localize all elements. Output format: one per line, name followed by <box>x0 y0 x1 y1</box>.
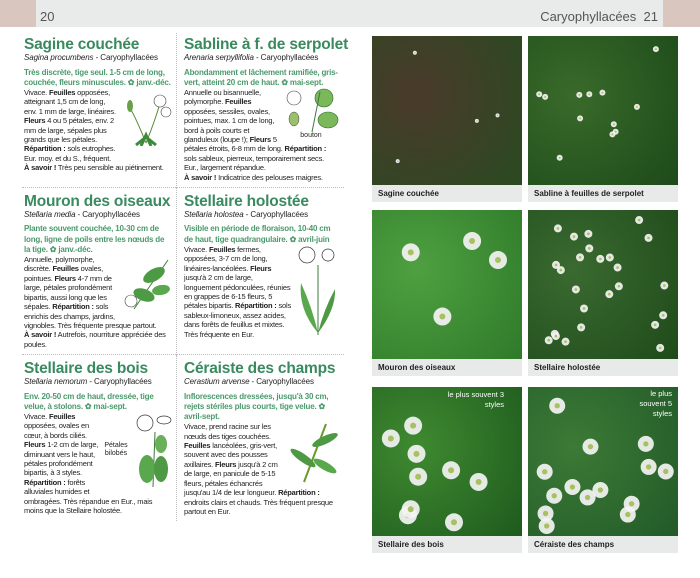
species-entry <box>22 355 176 521</box>
illustration <box>282 88 340 141</box>
photo-caption: Sagine couchée <box>372 185 522 202</box>
cerastium-illustration <box>286 422 340 484</box>
summary-text: Abondamment et lâchement ramifiée, gris-vert, atteint 20 cm de haut. <box>184 67 338 87</box>
header-band-left <box>36 0 350 27</box>
page-tab-left <box>0 0 36 27</box>
latin-name: Stellaria nemorum <box>24 377 88 387</box>
photo-caption: Stellaire holostée <box>528 359 678 376</box>
flowering-period: janv.-déc. <box>136 77 171 87</box>
species-summary <box>24 224 172 255</box>
arenaria-illustration <box>282 88 340 132</box>
species-photo <box>372 210 522 359</box>
description-wrap: Vivace. Feuilles opposées, ovales en cœur, à bords ciliés. Fleurs 1-2 cm de large, diminuant vers le haut, pétales profondément bipartis, à 3 styles. Répartition : forêts alluviales humides et ombragées. Très répandue en Eur., mais moins que la Stellaire holostée. <box>24 412 153 516</box>
family-name: - Caryophyllacées <box>75 209 140 219</box>
species-entry <box>176 33 349 188</box>
family-name: - Caryophyllacées <box>243 209 309 219</box>
flowers-graphic <box>528 36 678 185</box>
flowers-graphic <box>372 36 522 185</box>
description-rest: Répartition : sols eutrophes. Eur. moy. et du S., fréquent. À savoir ! Très peu sensible au piétinement. <box>24 144 164 173</box>
summary-text: Très discrète, tige seul. 1-5 cm de long, couchée, fleurs minuscules. <box>24 67 165 87</box>
species-summary <box>24 68 172 88</box>
description <box>24 88 172 173</box>
description-wrap: Annuelle ou bisannuelle, polymorphe. Feuilles opposées, sessiles, ovales, pointues, max. 1 cm de long, bord à poils courts et glanduleux (loupe !); <box>184 87 275 144</box>
description <box>184 422 340 516</box>
family-name: - Caryophyllacées <box>93 53 158 62</box>
illustration <box>294 245 340 337</box>
species-title: Sabline à f. de serpolet <box>184 36 349 53</box>
illustration <box>120 88 172 146</box>
summary-text: Plante souvent couchée, 10-30 cm de long, ligne de poils entre les nœuds de la tige. <box>24 224 165 254</box>
family-name: - Caryophyllacées <box>253 53 319 62</box>
species-photo <box>528 387 678 536</box>
stellaria-media-illustration <box>124 255 172 311</box>
species-title: Mouron des oiseaux <box>24 192 171 210</box>
scientific-name <box>184 377 340 388</box>
flowers-graphic <box>372 210 522 359</box>
summary-text: Visible en période de floraison, 10-40 cm de haut, tige quadrangulaire. <box>184 224 331 244</box>
flower-icon: ✿ <box>127 77 135 87</box>
flowering-period: avril-sept. <box>184 412 220 422</box>
species-entry <box>176 355 344 521</box>
scientific-name <box>24 210 172 221</box>
species-photo <box>528 36 678 185</box>
latin-name: Stellaria holostea <box>184 209 244 219</box>
illustration-label: bouton <box>300 131 322 139</box>
page-number-right: 21 <box>643 9 658 24</box>
description-wrap: Annuelle, polymorphe, discrète. Feuilles ovales, pointues. Fleurs 4-7 mm de large, pétales profondément bipartis, aussi long que les sépales. <box>24 255 112 312</box>
summary-text: Env. 20-50 cm de haut, dressée, tige velue, à stolons. <box>24 391 154 411</box>
latin-name: Arenaria serpyllifolia <box>184 53 254 62</box>
species-entry <box>22 33 176 188</box>
description <box>24 412 172 515</box>
flower-icon: ✿ <box>49 244 57 254</box>
stellaria-holostea-illustration <box>294 245 340 337</box>
description-rest: Fleurs 5 pétales étroits, 6-8 mm de long. Répartition : sols sableux, pierreux, temporairement secs. Eur., largement répandue. À savoir ! Indicatrice des pelouses maigres. <box>184 134 327 182</box>
species-entry <box>22 188 176 355</box>
species-title: Sagine couchée <box>24 36 140 53</box>
stellaria-nemorum-illustration <box>132 412 172 488</box>
illustration <box>124 255 172 311</box>
family-name: - Caryophyllacées <box>87 377 152 387</box>
description <box>184 88 340 182</box>
scientific-name <box>184 53 340 64</box>
flower-icon: ✿ <box>318 401 326 411</box>
family-name: - Caryophyllacées <box>249 377 314 387</box>
summary-text: Inflorescences dressées, jusqu'à 30 cm, rejets stériles plus courts, tige velue. <box>184 391 329 411</box>
species-photo <box>372 36 522 185</box>
species-title: Stellaire holostée <box>184 192 309 210</box>
chapter-title: Caryophyllacées <box>540 9 637 24</box>
species-grid <box>22 33 349 521</box>
scientific-name <box>24 53 172 64</box>
description-wrap: Vivace, prend racine sur les nœuds des tiges couchées. Feuilles lancéolées, gris-vert, souvent avec des pousses axillaires. Fleurs jusqu'à 2 cm de large, en panicule <box>184 422 278 479</box>
latin-name: Stellaria media <box>24 209 76 219</box>
photo-annotation: le plus souvent 3 styles <box>447 390 504 409</box>
sagina-illustration <box>120 88 172 146</box>
page-header-right <box>540 9 658 24</box>
photo-annotation: le plus souvent 5 styles <box>639 389 672 418</box>
flower-icon: ✿ <box>84 401 92 411</box>
species-summary <box>184 68 340 88</box>
species-entry <box>176 188 344 355</box>
flowering-period: mai-sept. <box>93 401 127 411</box>
description-wrap: Vivace. Feuilles opposées, atteignant 1,5 cm de long, env. 1 mm de large, linéaires. Fleurs 4 ou 5 pétales, env. 2 mm de large, sépales plus grands que les pétales. <box>24 87 116 144</box>
scientific-name <box>24 377 172 388</box>
scientific-name <box>184 210 340 221</box>
species-title: Céraiste des champs <box>184 360 336 378</box>
flowering-period: avril-juin <box>298 234 330 244</box>
description <box>24 255 172 349</box>
flower-icon: ✿ <box>281 77 288 87</box>
page-tab-right <box>663 0 700 27</box>
latin-name: Cerastium arvense <box>184 377 250 387</box>
page-number-left: 20 <box>40 9 55 24</box>
flowers-graphic <box>528 210 678 359</box>
description-rest: de 5-15 fleurs, pétales échancrés jusqu'au 1/4 de leur longueur. Répartition : endroits clairs et chauds. Très fréquent presque partout en Eur. <box>184 469 333 516</box>
species-photo <box>528 210 678 359</box>
photo-caption: Sabline à feuilles de serpolet <box>528 185 678 202</box>
description-wrap: Vivace. Feuilles fermes, opposées, 3-7 cm de long, linéaires-lancéolées. Fleurs jusqu'à 2 cm de large, longuement pédonculées, réunies en grappes de 6-15 fleurs, 5 pétales bipartis. Répartition : sols sableux-limoneux, assez acides, dans forêts de feuillus et mixtes. Très fréquente en Eur. <box>184 244 292 339</box>
illustration-label: Pétales bilobés <box>104 441 128 458</box>
illustration <box>102 412 172 488</box>
species-title: Stellaire des bois <box>24 360 148 378</box>
species-summary <box>24 392 172 412</box>
description-rest: Répartition : sols enrichis des champs, jardins, vignobles. Très fréquente presque partout. À savoir ! Autrefois, nourriture appréciée des poules. <box>24 302 166 349</box>
illustration <box>286 422 340 484</box>
photo-caption: Stellaire des bois <box>372 536 522 553</box>
species-summary <box>184 392 340 423</box>
flowering-period: janv.-déc. <box>58 244 93 254</box>
description <box>184 245 340 339</box>
photo-caption: Céraiste des champs <box>528 536 678 553</box>
latin-name: Sagina procumbens <box>24 53 94 62</box>
flower-icon: ✿ <box>289 234 297 244</box>
species-summary <box>184 224 340 244</box>
photo-caption: Mouron des oiseaux <box>372 359 522 376</box>
flowering-period: mai-sept. <box>289 77 324 87</box>
species-photo <box>372 387 522 536</box>
